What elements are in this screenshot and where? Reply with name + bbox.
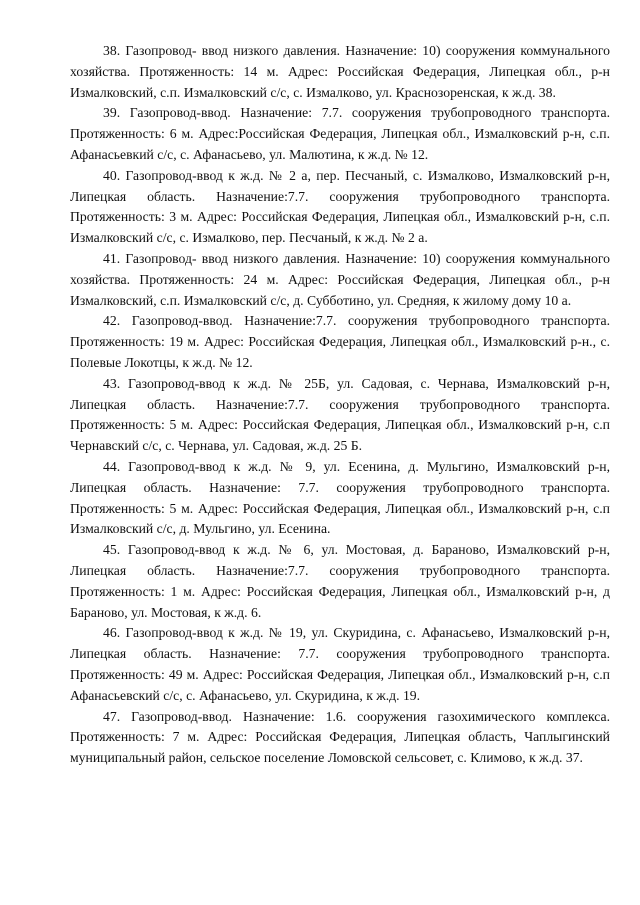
item-38-paragraph: 38. Газопровод- ввод низкого давления. Назначение: 10) сооружения коммунального хозяйства. Протяженность: 14 м. Адрес: Российская Федерация, Липецкая обл., р-н Измалковский, с.п. Измалковский с/с, с. Измалково, ул. Краснозоренская, к ж.д. 38. (70, 43, 610, 100)
item-40-paragraph: 40. Газопровод-ввод к ж.д. № 2 а, пер. Песчаный, с. Измалково, Измалковский р-н, Липецкая область. Назначение:7.7. сооружения трубопроводного транспорта. Протяженность: 3 м. Адрес: Российская Федерация, Липецкая обл., Измалковский р-н, с.п. Измалковский с/с, с. Измалково, пер. Песчаный, к ж.д. № 2 а. (70, 167, 610, 246)
item-39-paragraph: 39. Газопровод-ввод. Назначение: 7.7. сооружения трубопроводного транспорта. Протяженность: 6 м. Адрес:Российская Федерация, Липецкая обл., Измалковский р-н, с.п. Афанасьевкий с/с, с. Афанасьево, ул. Малютина, к ж.д. № 12. (70, 105, 610, 162)
item-46-paragraph: 46. Газопровод-ввод к ж.д. № 19, ул. Скуридина, с. Афанасьево, Измалковский р-н, Липецкая область. Назначение: 7.7. сооружения трубопроводного транспорта. Протяженность: 49 м. Адрес: Российская Федерация, Липецкая обл., Измалковский р-н, с.п Афанасьевский с/с, с. Афанасьево, ул. Скуридина, к ж.д. 19. (70, 625, 610, 703)
item-41-paragraph: 41. Газопровод- ввод низкого давления. Назначение: 10) сооружения коммунального хозяйства. Протяженность: 24 м. Адрес: Российская Федерация, Липецкая обл., р-н Измалковский, с.п. Измалковский с/с, д. Субботино, ул. Средняя, к жилому дому 10 а. (70, 250, 610, 308)
item-47-paragraph: 47. Газопровод-ввод. Назначение: 1.6. сооружения газохимического комплекса. Протяженность: 7 м. Адрес: Российская Федерация, Липецкая область, Чаплыгинский муниципальный район, сельское поселение Ломовской сельсовет, с. Климово, к ж.д. 37. (70, 708, 610, 766)
item-43-paragraph: 43. Газопровод-ввод к ж.д. № 25Б, ул. Садовая, с. Чернава, Измалковский р-н, Липецкая область. Назначение:7.7. сооружения трубопроводного транспорта. Протяженность: 5 м. Адрес: Российская Федерация, Липецкая обл., Измалковский р-н, с.п Чернавский с/с, с. Чернава, ул. Садовая, ж.д. 25 Б. (70, 375, 610, 454)
item-42-paragraph: 42. Газопровод-ввод. Назначение:7.7. сооружения трубопроводного транспорта. Протяженность: 19 м. Адрес: Российская Федерация, Липецкая обл., Измалковский р-н., с. Полевые Локотцы, к ж.д. № 12. (70, 313, 610, 370)
item-45-paragraph: 45. Газопровод-ввод к ж.д. № 6, ул. Мостовая, д. Бараново, Измалковский р-н, Липецкая область. Назначение:7.7. сооружения трубопроводного транспорта. Протяженность: 1 м. Адрес: Российская Федерация, Липецкая обл., Измалковский р-н, д Бараново, ул. Мостовая, к ж.д. 6. (70, 542, 610, 620)
item-44-paragraph: 44. Газопровод-ввод к ж.д. № 9, ул. Есенина, д. Мульгино, Измалковский р-н, Липецкая область. Назначение: 7.7. сооружения трубопроводного транспорта. Протяженность: 5 м. Адрес: Российская Федерация, Липецкая обл., Измалковский р-н, с.п Измалковский с/с, д. Мульгино, ул. Есенина. (70, 458, 610, 537)
